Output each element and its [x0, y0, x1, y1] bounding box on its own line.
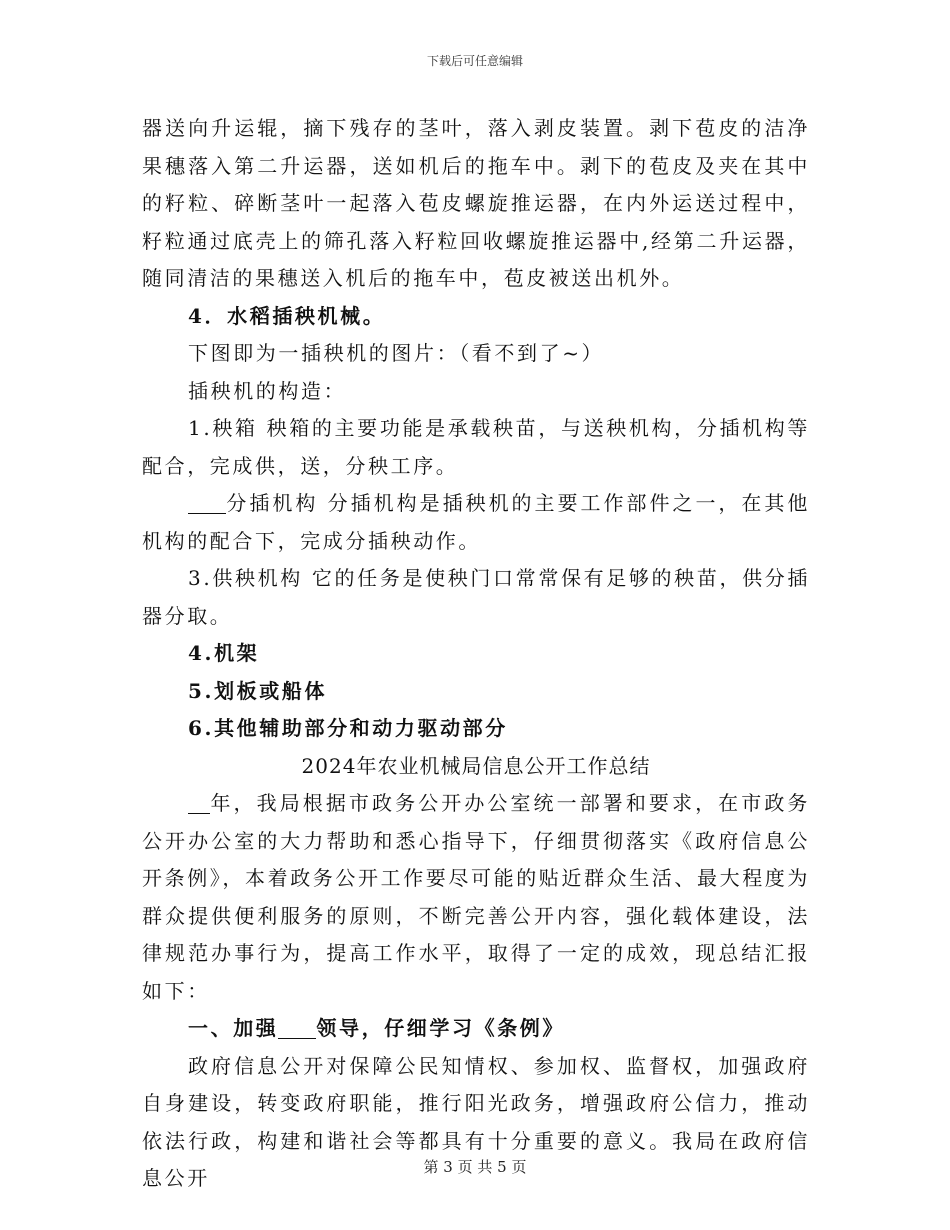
paragraph-feed-mechanism: 3.供秧机构 它的任务是使秧门口常常保有足够的秧苗，供分插器分取。 [142, 566, 810, 628]
paragraph-image-note: 下图即为一插秧机的图片：（看不到了~） [188, 341, 605, 365]
heading-part-a: 一、加强 [188, 1016, 279, 1040]
heading-part-b: 领导，仔细学习《条例》 [316, 1016, 566, 1040]
paragraph-planting-mechanism [142, 485, 810, 560]
document-title: 2024年农业机械局信息公开工作总结 [301, 753, 651, 778]
list-item-auxiliary: 6.其他辅助部分和动力驱动部分 [188, 716, 508, 740]
list-item-frame: 4.机架 [188, 641, 260, 665]
paragraph-continuation: 器送向升运辊，摘下残存的茎叶，落入剥皮装置。剥下苞皮的洁净果穗落入第二升运器，送如机后的拖车中。剥下的苞皮及夹在其中的籽粒、碎断茎叶一起落入苞皮螺旋推运器，在内外运送过程中，籽粒通过底壳上的筛孔落入籽粒回收螺旋推运器中,经第二升运器，随同清洁的果穗送入机后的拖车中，苞皮被送出机外。 [142, 116, 810, 290]
summary-intro-text: 年，我局根据市政务公开办公室统一部署和要求，在市政务公开办公室的大力帮助和悉心指导下，仔细贯彻落实《政府信息公开条例》，本着政务公开工作要尽可能的贴近群众生活、最大程度为群众提供便利服务的原则，不断完善公开内容，强化载体建设，法律规范办事行为，提高工作水平，取得了一定的成效，现总结汇报如下： [142, 791, 810, 1003]
paragraph-seedling-box: 1.秧箱 秧箱的主要功能是承载秧苗，与送秧机构，分插机构等配合，完成供，送，分秧工序。 [142, 416, 810, 478]
list-item-float: 5.划板或船体 [188, 678, 328, 703]
blank-fill [188, 493, 226, 514]
section-heading-rice-transplanter: 4．水稻插秧机械。 [188, 303, 386, 328]
blank-fill [188, 793, 210, 814]
planting-mechanism-text: 分插机构 分插机构是插秧机的主要工作部件之一，在其他机构的配合下，完成分插秧动作。 [142, 491, 810, 553]
section-heading-leadership [142, 1010, 810, 1048]
paragraph-structure-intro: 插秧机的构造： [188, 378, 347, 403]
blank-fill [278, 1018, 316, 1039]
page-header: 下载后可任意编辑 [426, 54, 523, 68]
page-footer: 第 3 页 共 5 页 [423, 1158, 527, 1176]
paragraph-significance: 政府信息公开对保障公民知情权、参加权、监督权，加强政府自身建设，转变政府职能，推行阳光政务，增强政府公信力，推动依法行政，构建和谐社会等都具有十分重要的意义。我局在政府信息公开 [142, 1053, 810, 1190]
document-body [142, 110, 810, 1198]
paragraph-summary-intro [142, 785, 810, 1010]
